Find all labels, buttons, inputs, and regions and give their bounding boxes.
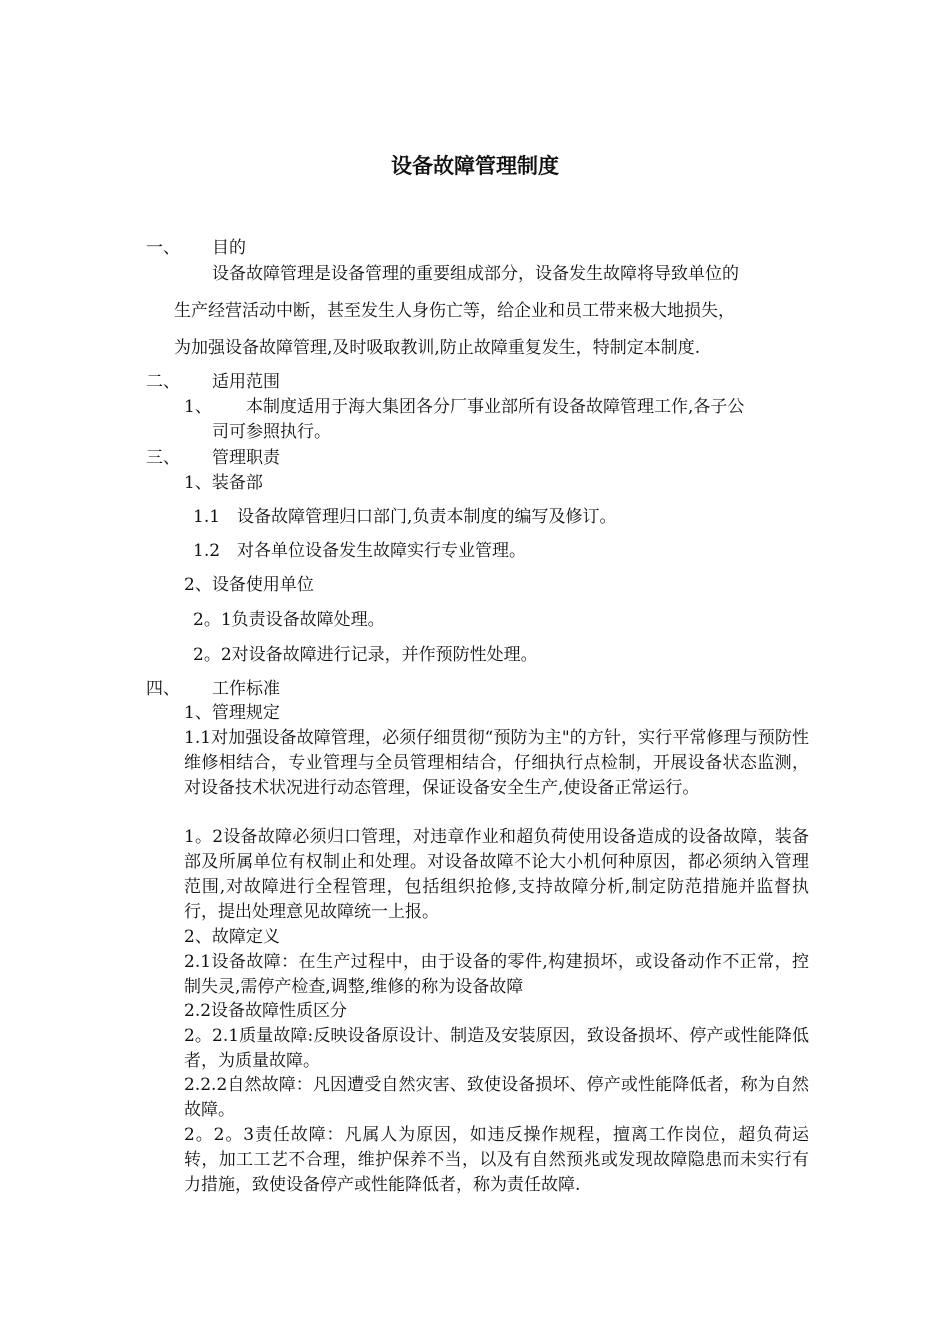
section-4-heading: 工作标准 [212,679,280,699]
section-4-para-2-2: 2.2设备故障性质区分 [184,1001,348,1021]
section-3-para-1-1: 1.1 设备故障管理归口部门,负责本制度的编写及修订。 [193,507,617,527]
section-4-para-1-2: 1。2设备故障必须归口管理，对违章作业和超负荷使用设备造成的设备故障，装备部及所属单位有权制止和处理。对设备故障不论大小机何种原因，都必须纳入管理范围,对故障进行全程管理，包括组织抢修,支持故障分析,制定防范措施并监督执行，提出处理意见故障统一上报。 [184,827,809,922]
section-1-number: 一、 [146,238,180,258]
section-2-item-line-2: 司可参照执行。 [212,422,331,442]
section-1-heading: 目的 [212,238,246,258]
section-3-para-1-2: 1.2 对各单位设备发生故障实行专业管理。 [193,541,527,561]
section-4-sub-2: 2、故障定义 [184,927,280,947]
section-4-para-2-2-2: 2.2.2自然故障：凡因遭受自然灾害、致使设备损坏、停产或性能降低者，称为自然故障。 [184,1075,809,1120]
section-2-item-number: 1、 [184,397,212,417]
section-4-sub-1: 1、管理规定 [184,703,280,723]
section-4-para-2-2-1: 2。2.1质量故障:反映设备原设计、制造及安装原因，致设备损坏、停产或性能降低者，为质量故障。 [184,1026,809,1071]
section-4-number: 四、 [146,679,180,699]
section-2-heading: 适用范围 [212,372,280,392]
document-title: 设备故障管理制度 [391,154,559,178]
section-3-heading: 管理职责 [212,448,280,468]
section-2-number: 二、 [146,372,180,392]
section-1-line-3: 为加强设备故障管理,及时吸取教训,防止故障重复发生，特制定本制度. [174,338,701,358]
section-3-para-2-1: 2。1负责设备故障处理。 [193,610,385,630]
section-3-sub-1: 1、装备部 [184,473,263,493]
section-3-para-2-2: 2。2对设备故障进行记录，并作预防性处理。 [193,645,538,665]
section-4-para-2-1: 2.1设备故障：在生产过程中，由于设备的零件,构建损坏，或设备动作不正常，控制失灵,需停产检查,调整,维修的称为设备故障 [184,952,809,997]
section-1-line-1: 设备故障管理是设备管理的重要组成部分，设备发生故障将导致单位的 [212,264,739,284]
section-4-para-1-1: 1.1对加强设备故障管理，必须仔细贯彻“预防为主"的方针，实行平常修理与预防性维修相结合，专业管理与全员管理相结合，仔细执行点检制，开展设备状态监测，对设备技术状况进行动态管理，保证设备安全生产,使设备正常运行。 [184,728,809,798]
section-4-para-2-2-3: 2。2。3责任故障：凡属人为原因，如违反操作规程，擅离工作岗位，超负荷运转，加工工艺不合理，维护保养不当，以及有自然预兆或发现故障隐患而未实行有力措施，致使设备停产或性能降低者，称为责任故障. [184,1125,809,1195]
section-1-line-2: 生产经营活动中断，甚至发生人身伤亡等，给企业和员工带来极大地损失， [174,301,735,321]
section-2-item-line-1: 本制度适用于海大集团各分厂事业部所有设备故障管理工作,各子公 [246,397,745,417]
section-3-number: 三、 [146,448,180,468]
section-3-sub-2: 2、设备使用单位 [184,575,314,595]
